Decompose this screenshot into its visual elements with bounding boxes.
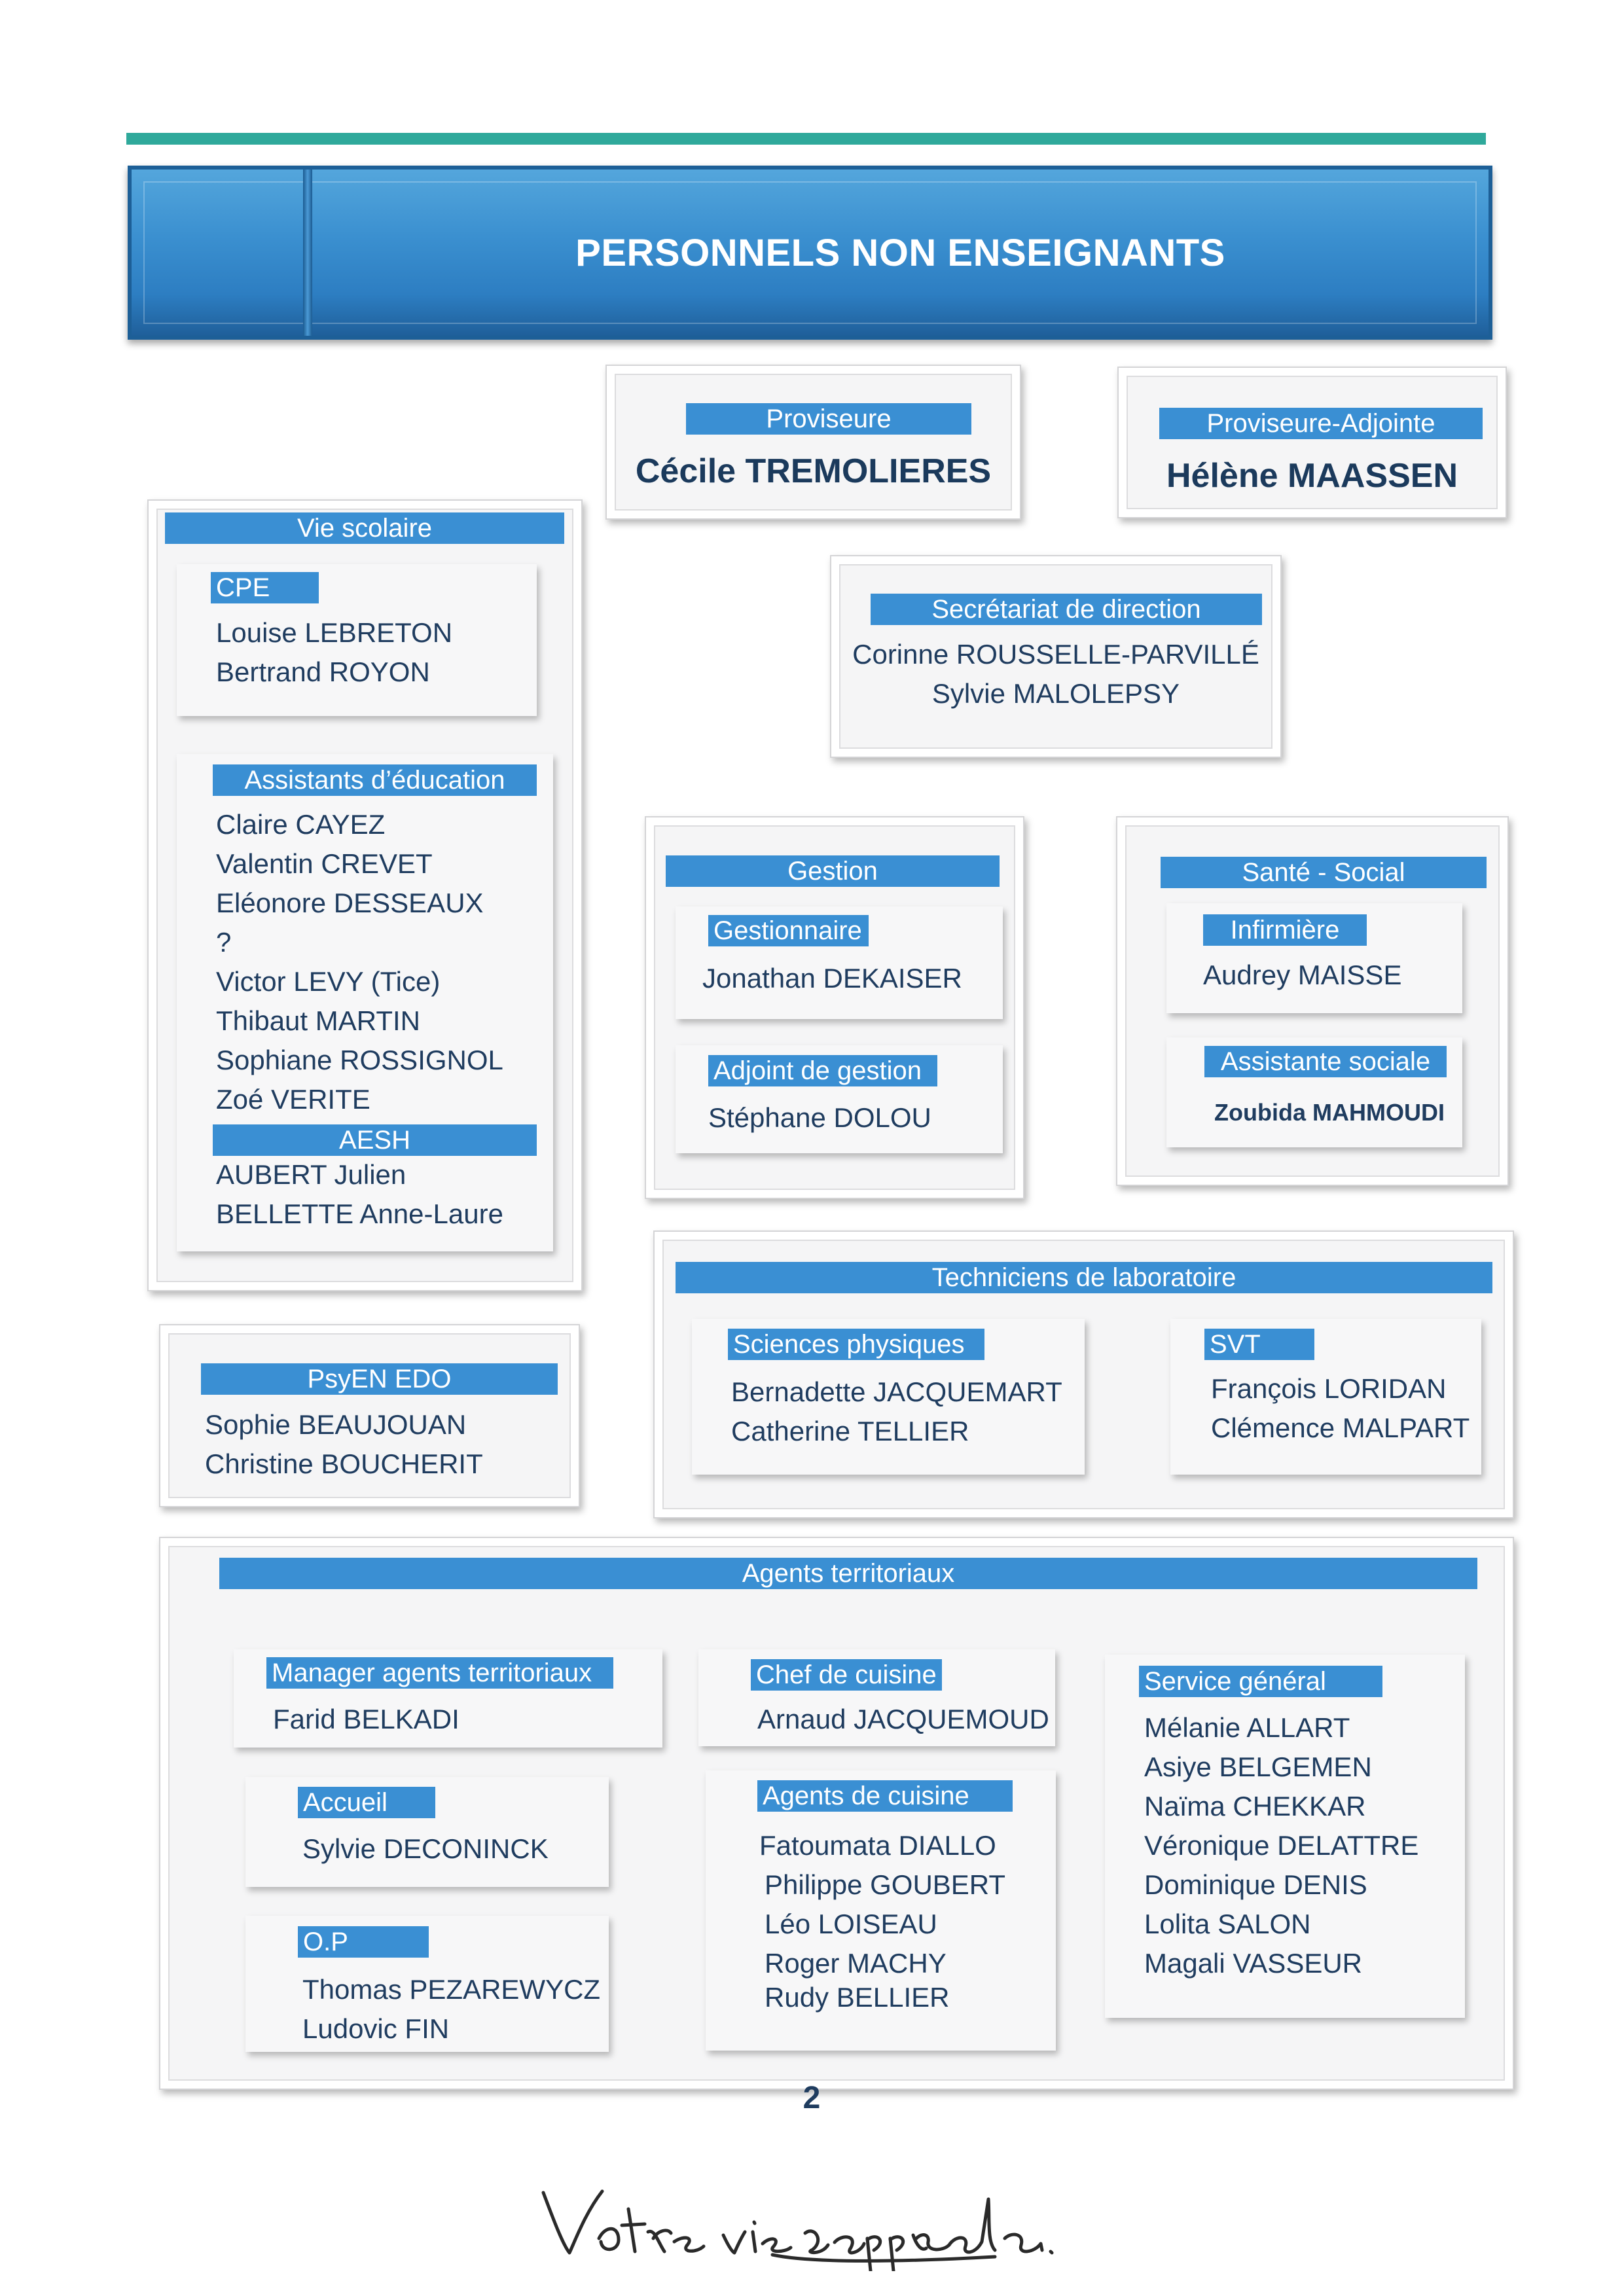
secretariat-name-2: Sylvie MALOLEPSY xyxy=(931,678,1180,709)
banner-divider xyxy=(303,170,312,336)
cuisine-label: Agents de cuisine xyxy=(757,1780,1013,1812)
adjointe-name: Hélène MAASSEN xyxy=(1166,457,1458,495)
adjointe-box xyxy=(1117,367,1507,518)
gestion-label: Gestion xyxy=(666,855,1000,887)
op-label: O.P xyxy=(298,1926,429,1958)
adjointe-label: Proviseure-Adjointe xyxy=(1159,408,1483,439)
title-banner xyxy=(128,166,1492,340)
adjoint-gestion-name: Stéphane DOLOU xyxy=(708,1102,931,1133)
handwritten-signature xyxy=(537,2179,1060,2271)
svt-name-2: Clémence MALPART xyxy=(1211,1412,1470,1443)
cpe-name-1: Louise LEBRETON xyxy=(216,617,453,648)
service-label: Service général xyxy=(1139,1666,1382,1697)
assistant-name-4: ? xyxy=(216,927,232,958)
service-name-7: Magali VASSEUR xyxy=(1144,1948,1363,1979)
service-name-6: Lolita SALON xyxy=(1144,1909,1311,1939)
techniciens-label: Techniciens de laboratoire xyxy=(676,1262,1492,1293)
cuisine-name-5: Rudy BELLIER xyxy=(765,1982,950,2013)
aesh-name-2: BELLETTE Anne-Laure xyxy=(216,1198,503,1229)
proviseure-label: Proviseure xyxy=(686,403,971,435)
infirmiere-name: Audrey MAISSE xyxy=(1203,960,1402,990)
cuisine-name-1: Fatoumata DIALLO xyxy=(759,1830,996,1861)
assistant-name-6: Thibaut MARTIN xyxy=(216,1005,420,1036)
assistante-label: Assistante sociale xyxy=(1204,1046,1447,1077)
cpe-label: CPE xyxy=(211,572,319,603)
assistant-name-8: Zoé VERITE xyxy=(216,1084,370,1115)
aesh-label: AESH xyxy=(213,1124,537,1156)
cuisine-name-3: Léo LOISEAU xyxy=(765,1909,937,1939)
infirmiere-label: Infirmière xyxy=(1203,914,1367,946)
accueil-name: Sylvie DECONINCK xyxy=(302,1833,549,1864)
assistant-name-5: Victor LEVY (Tice) xyxy=(216,966,441,997)
op-name-1: Thomas PEZAREWYCZ xyxy=(302,1974,601,2005)
manager-name: Farid BELKADI xyxy=(273,1704,460,1734)
assistante-name: Zoubida MAHMOUDI xyxy=(1214,1099,1445,1126)
proviseure-name: Cécile TREMOLIERES xyxy=(635,452,992,490)
accueil-label: Accueil xyxy=(298,1787,435,1818)
agents-label: Agents territoriaux xyxy=(219,1558,1477,1589)
top-rule xyxy=(126,133,1486,145)
assistant-name-7: Sophiane ROSSIGNOL xyxy=(216,1045,503,1075)
service-name-5: Dominique DENIS xyxy=(1144,1869,1367,1900)
service-name-2: Asiye BELGEMEN xyxy=(1144,1751,1372,1782)
assistant-name-3: Eléonore DESSEAUX xyxy=(216,888,484,918)
svt-name-1: François LORIDAN xyxy=(1211,1373,1447,1404)
psyen-name-1: Sophie BEAUJOUAN xyxy=(205,1409,467,1440)
page-number: 2 xyxy=(803,2081,821,2115)
gestionnaire-label: Gestionnaire xyxy=(708,915,869,946)
assistant-name-2: Valentin CREVET xyxy=(216,848,433,879)
op-name-2: Ludovic FIN xyxy=(302,2013,450,2044)
signature-scribble xyxy=(537,2179,1060,2271)
proviseure-box xyxy=(605,365,1021,520)
svt-label: SVT xyxy=(1204,1329,1314,1360)
assistant-name-1: Claire CAYEZ xyxy=(216,809,386,840)
chef-label: Chef de cuisine xyxy=(751,1659,942,1691)
aesh-name-1: AUBERT Julien xyxy=(216,1159,406,1190)
sante-label: Santé - Social xyxy=(1161,857,1487,888)
physique-label: Sciences physiques xyxy=(728,1329,984,1360)
secretariat-name-1: Corinne ROUSSELLE-PARVILLÉ xyxy=(852,639,1259,670)
chef-name: Arnaud JACQUEMOUD xyxy=(757,1704,1049,1734)
cpe-name-2: Bertrand ROYON xyxy=(216,656,430,687)
service-name-4: Véronique DELATTRE xyxy=(1144,1830,1419,1861)
psyen-name-2: Christine BOUCHERIT xyxy=(205,1448,483,1479)
gestionnaire-name: Jonathan DEKAISER xyxy=(702,963,962,994)
physique-name-1: Bernadette JACQUEMART xyxy=(731,1376,1062,1407)
psyen-label: PsyEN EDO xyxy=(201,1363,558,1395)
service-name-1: Mélanie ALLART xyxy=(1144,1712,1350,1743)
adjoint-gestion-label: Adjoint de gestion xyxy=(708,1055,937,1086)
assistants-label: Assistants d’éducation xyxy=(213,764,537,796)
manager-label: Manager agents territoriaux xyxy=(266,1657,613,1689)
cuisine-name-4: Roger MACHY xyxy=(765,1948,947,1979)
page-title: PERSONNELS NON ENSEIGNANTS xyxy=(575,231,1225,274)
vie-scolaire-label: Vie scolaire xyxy=(165,512,564,544)
service-name-3: Naïma CHEKKAR xyxy=(1144,1791,1366,1821)
cuisine-name-2: Philippe GOUBERT xyxy=(765,1869,1006,1900)
physique-name-2: Catherine TELLIER xyxy=(731,1416,969,1446)
secretariat-label: Secrétariat de direction xyxy=(871,594,1262,625)
